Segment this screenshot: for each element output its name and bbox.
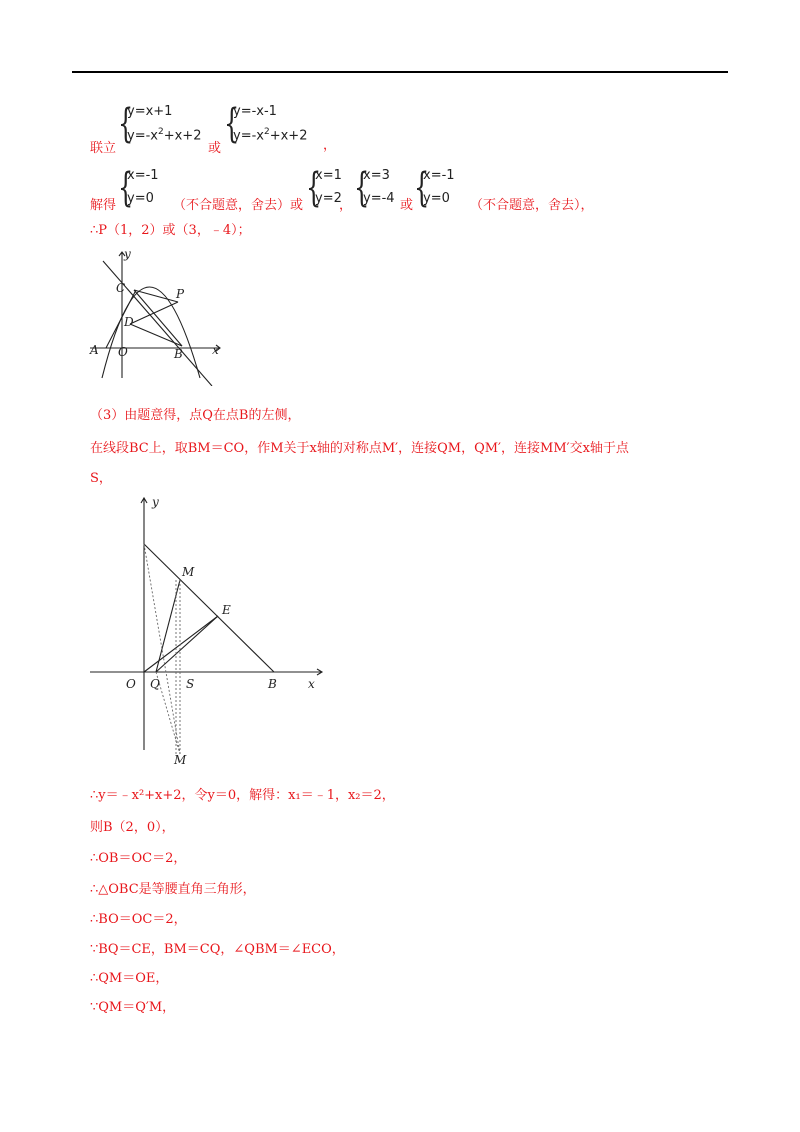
step-6: ∵BQ＝CE，BM＝CQ，∠QBM＝∠ECO， bbox=[90, 942, 345, 957]
step-2: 则B（2，0）， bbox=[90, 820, 175, 835]
system-2-row-2: $y=-x^2+x+2$ bbox=[233, 127, 308, 144]
brace-icon: { bbox=[414, 165, 430, 211]
brace-icon: { bbox=[224, 101, 240, 147]
line1-prefix: 联立 bbox=[90, 141, 117, 156]
step-3: ∴OB＝OC＝2， bbox=[90, 851, 187, 866]
solution-4-row-1: x=-1 bbox=[423, 168, 455, 183]
line1-suffix: ， bbox=[323, 138, 337, 153]
point-p-result: ∴P（1，2）或（3，﹣4）； bbox=[90, 223, 251, 238]
step-7: ∴QM＝OE， bbox=[90, 971, 169, 986]
line-oe bbox=[144, 616, 218, 672]
figure-1 bbox=[88, 246, 228, 386]
fig2-label-y: y bbox=[152, 495, 159, 509]
line-qe bbox=[156, 616, 218, 672]
line-db bbox=[130, 324, 182, 346]
step-8: ∵QM＝Q′M， bbox=[90, 1000, 176, 1015]
fig1-label-c: C bbox=[116, 281, 126, 295]
fig2-label-m-prime: M bbox=[174, 753, 187, 767]
figure-2 bbox=[86, 492, 336, 768]
solution-2-row-1: x=1 bbox=[315, 168, 342, 183]
or-2: 或 bbox=[400, 198, 414, 213]
step-5: ∴BO＝OC＝2， bbox=[90, 912, 187, 927]
fig2-label-q: Q bbox=[150, 677, 160, 691]
line-cb bbox=[144, 544, 274, 672]
solution-4-row-2: y=0 bbox=[423, 191, 450, 206]
line-cb bbox=[134, 290, 182, 346]
fig2-label-m: M bbox=[182, 565, 195, 579]
header-rule bbox=[72, 71, 728, 73]
solution-2-row-2: y=2 bbox=[315, 191, 342, 206]
brace-icon: { bbox=[354, 165, 370, 211]
line-dp bbox=[130, 302, 178, 324]
line-cp bbox=[134, 290, 178, 302]
solution-1-row-1: x=-1 bbox=[127, 168, 159, 183]
fig1-label-a: A bbox=[90, 343, 99, 357]
fig2-label-x: x bbox=[308, 677, 315, 691]
fig2-label-b: B bbox=[268, 677, 277, 691]
brace-icon: { bbox=[118, 165, 134, 211]
system-1-row-1: y=x+1 bbox=[127, 104, 173, 119]
part3-line-1: （3）由题意得，点Q在点B的左侧， bbox=[90, 408, 301, 423]
fig1-label-p: P bbox=[176, 287, 185, 301]
system-1-row-2: $y=-x^2+x+2$ bbox=[127, 127, 202, 144]
brace-icon: { bbox=[306, 165, 322, 211]
fig2-label-e: E bbox=[222, 603, 231, 617]
or-1: 或 bbox=[208, 141, 222, 156]
fig1-label-y: y bbox=[124, 247, 131, 261]
part3-line-2: 在线段BC上，取BM＝CO，作M关于x轴的对称点M′，连接QM，QM′，连接MM′交x轴于点 bbox=[90, 441, 629, 456]
solution-3-row-2: y=-4 bbox=[363, 191, 395, 206]
part3-line-3: S， bbox=[90, 471, 112, 486]
fig1-label-d: D bbox=[124, 315, 134, 329]
fig1-label-x: x bbox=[212, 343, 219, 357]
system-2-row-1: y=-x-1 bbox=[233, 104, 277, 119]
step-4: ∴△OBC是等腰直角三角形， bbox=[90, 882, 256, 897]
note-2: （不合题意，舍去）， bbox=[470, 198, 594, 213]
comma: ， bbox=[339, 198, 353, 213]
note-1: （不合题意，舍去）或 bbox=[173, 198, 304, 213]
brace-icon: { bbox=[118, 101, 134, 147]
step-1: ∴y＝﹣x²+x+2，令y＝0，解得：x₁＝﹣1，x₂＝2， bbox=[90, 788, 395, 803]
fig2-label-s: S bbox=[186, 677, 195, 691]
fig1-label-b: B bbox=[174, 347, 183, 361]
fig1-label-o: O bbox=[118, 345, 128, 359]
line2-prefix: 解得 bbox=[90, 198, 117, 213]
solution-1-row-2: y=0 bbox=[127, 191, 154, 206]
fig2-label-o: O bbox=[126, 677, 136, 691]
solution-3-row-1: x=3 bbox=[363, 168, 390, 183]
